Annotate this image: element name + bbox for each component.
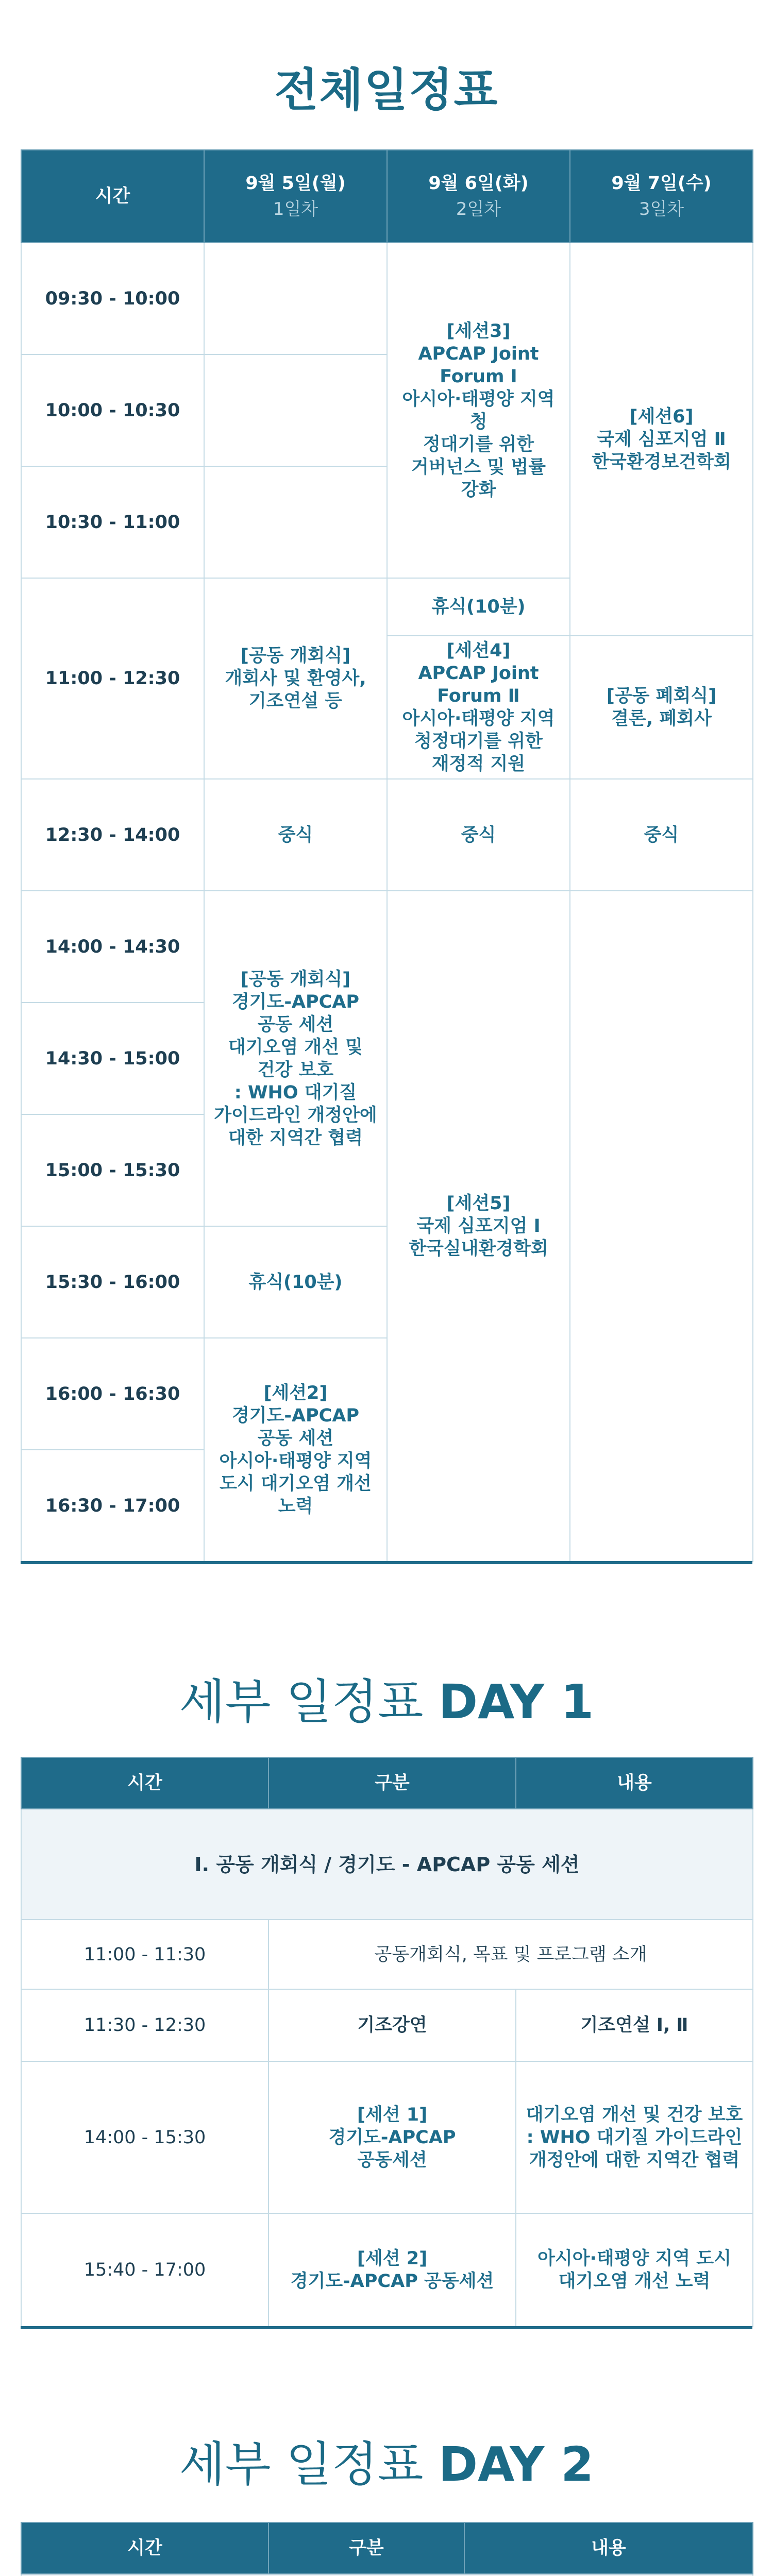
detail-content: 대기오염 개선 및 건강 보호 : WHO 대기질 가이드라인 개정안에 대한 지역간 협력 [516, 2061, 753, 2213]
day2-session4: [세션4] APCAP Joint Forum Ⅱ 아시아·태평양 지역 청정대기를 위한 재정적 지원 [387, 636, 570, 779]
time-slot: 16:00 - 16:30 [21, 1338, 204, 1450]
day2-detail-table [21, 2522, 753, 2576]
empty-cell [570, 891, 753, 1562]
table-bottom-rule [21, 1561, 752, 1564]
detail-content: 공동개회식, 목표 및 프로그램 소개 [268, 1920, 753, 1989]
time-slot: 14:30 - 15:00 [21, 1003, 204, 1114]
header-time: 시간 [21, 150, 204, 243]
day3-lunch: 중식 [570, 779, 753, 891]
time-slot: 09:30 - 10:00 [21, 243, 204, 354]
overall-schedule-title: 전체일정표 [274, 63, 499, 116]
empty-cell [204, 354, 387, 466]
detail-category: 기조강연 [268, 1989, 516, 2061]
empty-cell [204, 466, 387, 578]
header-category: 구분 [268, 1757, 516, 1809]
time-slot: 10:00 - 10:30 [21, 354, 204, 466]
time-slot: 15:00 - 15:30 [21, 1114, 204, 1226]
time-slot: 12:30 - 14:00 [21, 779, 204, 891]
day1-session2: [세션2] 경기도-APCAP 공동 세션 아시아·태평양 지역 도시 대기오염 개선 노력 [204, 1338, 387, 1562]
day1-section-heading: Ⅰ. 공동 개회식 / 경기도 - APCAP 공동 세션 [21, 1809, 753, 1920]
overall-schedule-table [21, 149, 753, 1562]
header-day1: 9월 5일(월) 1일차 [204, 150, 387, 243]
day1-detail-title: 세부 일정표 DAY 1 [179, 1674, 594, 1730]
detail-category: [세션 2] 경기도-APCAP 공동세션 [268, 2213, 516, 2327]
day3-session6: [세션6] 국제 심포지엄 Ⅱ 한국환경보건학회 [570, 243, 753, 636]
day2-session3: [세션3] APCAP Joint Forum Ⅰ 아시아·태평양 지역 청 정대기를 위한 거버넌스 및 법률 강화 [387, 243, 570, 578]
detail-time: 14:00 - 15:30 [21, 2061, 268, 2213]
empty-cell [204, 243, 387, 354]
time-slot: 16:30 - 17:00 [21, 1450, 204, 1562]
day2-break: 휴식(10분) [387, 578, 570, 636]
detail-time: 15:40 - 17:00 [21, 2213, 268, 2327]
table-bottom-rule [21, 2326, 752, 2329]
header-content: 내용 [464, 2522, 753, 2574]
day1-opening: [공동 개회식] 개회사 및 환영사, 기조연설 등 [204, 578, 387, 779]
header-time: 시간 [21, 2522, 268, 2574]
time-slot: 11:00 - 12:30 [21, 578, 204, 779]
day2-session5: [세션5] 국제 심포지엄 Ⅰ 한국실내환경학회 [387, 891, 570, 1562]
detail-content: 기조연설 Ⅰ, Ⅱ [516, 1989, 753, 2061]
header-content: 내용 [516, 1757, 753, 1809]
day3-closing: [공동 폐회식] 결론, 폐회사 [570, 636, 753, 779]
header-day3: 9월 7일(수) 3일차 [570, 150, 753, 243]
header-time: 시간 [21, 1757, 268, 1809]
detail-time: 11:30 - 12:30 [21, 1989, 268, 2061]
day2-lunch: 중식 [387, 779, 570, 891]
day1-break: 휴식(10분) [204, 1226, 387, 1338]
day2-detail-title: 세부 일정표 DAY 2 [179, 2437, 594, 2492]
detail-content: 아시아·태평양 지역 도시 대기오염 개선 노력 [516, 2213, 753, 2327]
time-slot: 10:30 - 11:00 [21, 466, 204, 578]
time-slot: 15:30 - 16:00 [21, 1226, 204, 1338]
day2-section-heading [21, 2574, 753, 2576]
day1-session1: [공동 개회식] 경기도-APCAP 공동 세션 대기오염 개선 및 건강 보호 : WHO 대기질 가이드라인 개정안에 대한 지역간 협력 [204, 891, 387, 1226]
header-day2: 9월 6일(화) 2일차 [387, 150, 570, 243]
time-slot: 14:00 - 14:30 [21, 891, 204, 1003]
detail-time: 11:00 - 11:30 [21, 1920, 268, 1989]
header-category: 구분 [268, 2522, 464, 2574]
day1-detail-table [21, 1757, 753, 2327]
detail-category: [세션 1] 경기도-APCAP 공동세션 [268, 2061, 516, 2213]
day1-lunch: 중식 [204, 779, 387, 891]
